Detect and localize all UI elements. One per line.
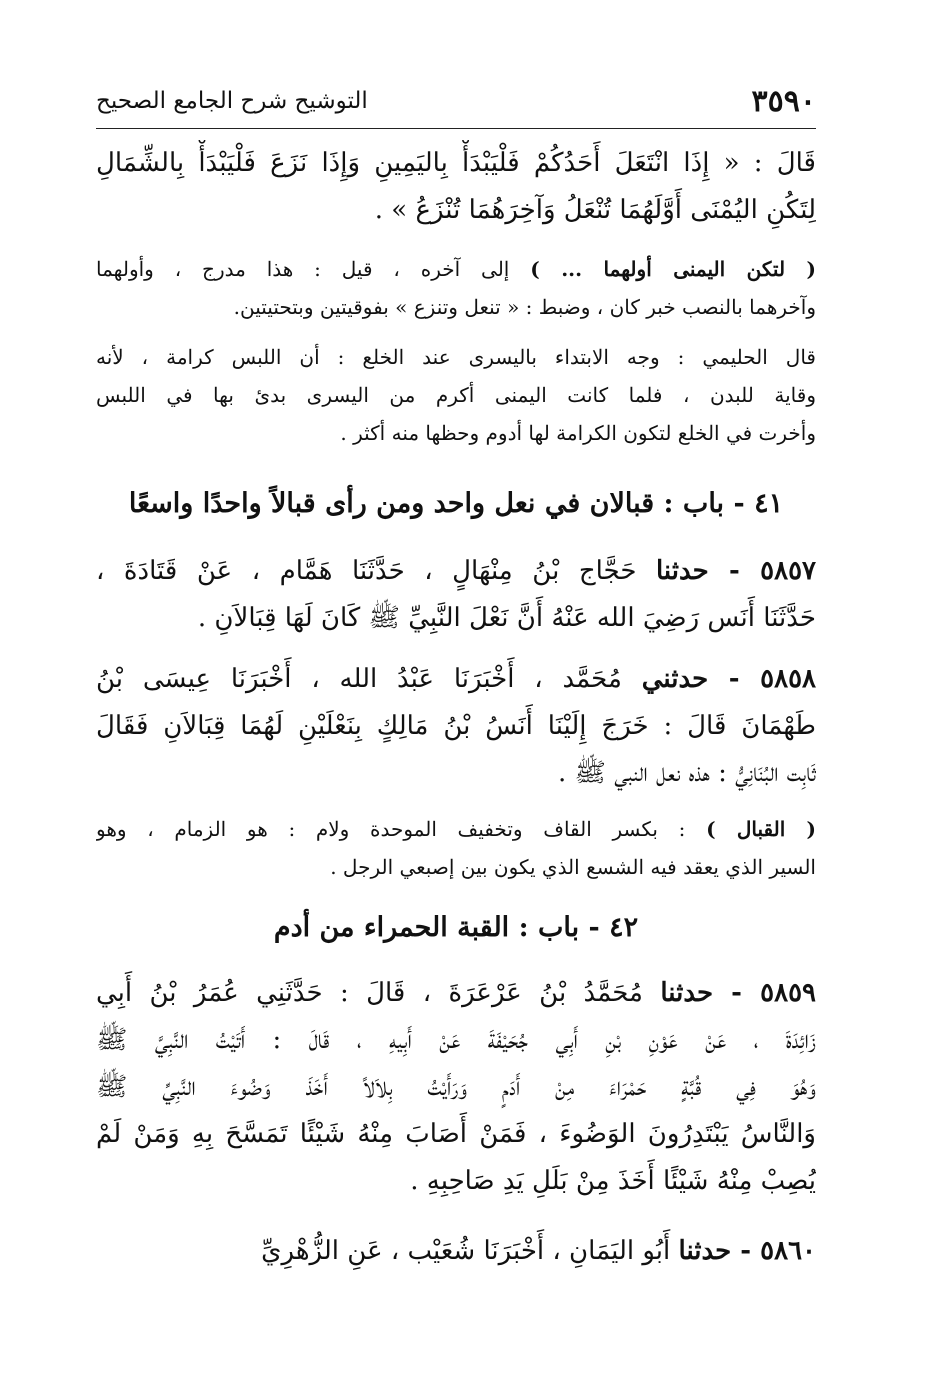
- hadith-number: ٥٨٥٧ - حدثنا: [655, 556, 816, 586]
- hadith-number: ٥٨٥٨ - حدثني: [641, 664, 816, 694]
- text-line: وآخرهما بالنصب خبر كان ، وضبط : « تنعل وتنزع » بفوقيتين وبتحتيتين.: [233, 295, 816, 319]
- commentary-paragraph: [96, 810, 816, 886]
- hadith-number: ٥٨٥٩ - حدثنا: [660, 978, 816, 1008]
- hadith-quote: [96, 140, 816, 234]
- text-line: طَهْمَانَ قَالَ : خَرَجَ إِلَيْنَا أَنَسُ بْنُ مَالِكٍ بِنَعْلَيْنِ لَهُمَا قِبَالاَنِ فَقَالَ: [96, 711, 816, 741]
- text-line: قَالَ : « إِذَا انْتَعَلَ أَحَدُكُمْ فَلْيَبْدَأْ بِاليَمِينِ وَإِذَا نَزَعَ فَلْيَبْدَأْ بِالشِّمَالِ: [96, 148, 816, 178]
- text-line: قال الحليمي : وجه الابتداء باليسرى عند الخلع : أن اللبس كرامة ، لأنه: [96, 345, 816, 369]
- text-line: حَدَّثَنَا أَنَس رَضِيَ الله عَنْهُ أَنَّ نَعْلَ النَّبِيِّ ﷺ كَانَ لَهَا قِبَالاَنِ .: [197, 603, 816, 633]
- text-line: ٥٨٥٧ - حدثنا حَجَّاج بْنُ مِنْهَالٍ ، حَدَّثَنَا هَمَّام ، عَنْ قَتَادَةَ ،: [96, 556, 816, 586]
- text-line: ٥٨٥٨ - حدثني مُحَمَّد ، أَخْبَرَنَا عَبْدُ الله ، أَخْبَرَنَا عِيسَى بْنُ: [96, 664, 816, 694]
- page-header: [96, 78, 816, 129]
- hadith-paragraph: [96, 1228, 816, 1275]
- text-line: ( لتكن اليمنى أولهما ... ) إلى آخره ، قيل : هذا مدرج ، وأولهما: [96, 257, 816, 281]
- text-line: يُصِبْ مِنْهُ شَيْئًا أَخَذَ مِنْ بَلَلِ يَدِ صَاحِبِهِ .: [410, 1166, 816, 1196]
- hadith-paragraph: [96, 656, 816, 797]
- commentary-lemma: ( لتكن اليمنى أولهما ... ): [530, 257, 816, 281]
- text-line: وقاية للبدن ، فلما كانت اليمنى أكرم من اليسرى بدئ بها في اللبس: [96, 383, 816, 407]
- text-line: وَالنَّاسُ يَبْتَدِرُونَ الوَضُوءَ ، فَمَنْ أَصَابَ مِنْهُ شَيْئًا تَمَسَّحَ بِهِ وَمَنْ لَمْ: [96, 1119, 816, 1149]
- commentary-paragraph: [96, 338, 816, 452]
- text-line: السير الذي يعقد فيه الشسع الذي يكون بين إصبعي الرجل .: [330, 855, 816, 879]
- chapter-heading: ٤١ - باب : قبالان في نعل واحد ومن رأى قبالاً واحدًا واسعًا: [128, 488, 784, 519]
- text-line: ثَابِت البُنَانِيُّ : هذه نعل النبي ﷺ .: [558, 758, 816, 788]
- text-line: ٥٨٦٠ - حدثنا أَبُو اليَمَانِ ، أَخْبَرَنَا شُعَيْب ، عَنِ الزُّهْرِيِّ: [261, 1236, 816, 1266]
- text-line: زَائِدَةَ ، عَنْ عَوْنِ بْنِ أَبِي جُحَيْفَةَ عَنْ أَبِيهِ ، قَالَ : أَتَيْتُ النَّبِيَّ ﷺ: [96, 1025, 816, 1055]
- text-line: وَهُوَ فِي قُبَّةٍ حَمْرَاءَ مِنْ أَدَمٍ وَرَأَيْتُ بِلاَلاً أَخَذَ وَضُوءَ النَّبِيِّ ﷺ: [96, 1072, 816, 1102]
- text-line: ٥٨٥٩ - حدثنا مُحَمَّدُ بْنُ عَرْعَرَةَ ، قَالَ : حَدَّثَنِي عُمَرُ بْنُ أَبِي: [96, 978, 816, 1008]
- text-line: لِتَكُنِ اليُمْنَى أَوَّلَهُمَا تُنْعَلُ وَآخِرَهُمَا تُنْزَعُ » .: [374, 195, 816, 225]
- running-title: التوشيح شرح الجامع الصحيح: [96, 88, 368, 114]
- commentary-lemma: ( القبال ): [706, 817, 816, 841]
- page-number: ٣٥٩٠: [751, 84, 816, 119]
- text-line: ( القبال ) : بكسر القاف وتخفيف الموحدة ولام : هو الزمام ، وهو: [96, 817, 816, 841]
- hadith-paragraph: [96, 548, 816, 642]
- text-line: وأخرت في الخلع لتكون الكرامة لها أدوم وحظها منه أكثر .: [340, 421, 816, 445]
- commentary-paragraph: [96, 250, 816, 326]
- hadith-number: ٥٨٦٠ - حدثنا: [678, 1236, 816, 1266]
- chapter-heading: ٤٢ - باب : القبة الحمراء من أدم: [273, 912, 639, 943]
- hadith-paragraph: [96, 970, 816, 1205]
